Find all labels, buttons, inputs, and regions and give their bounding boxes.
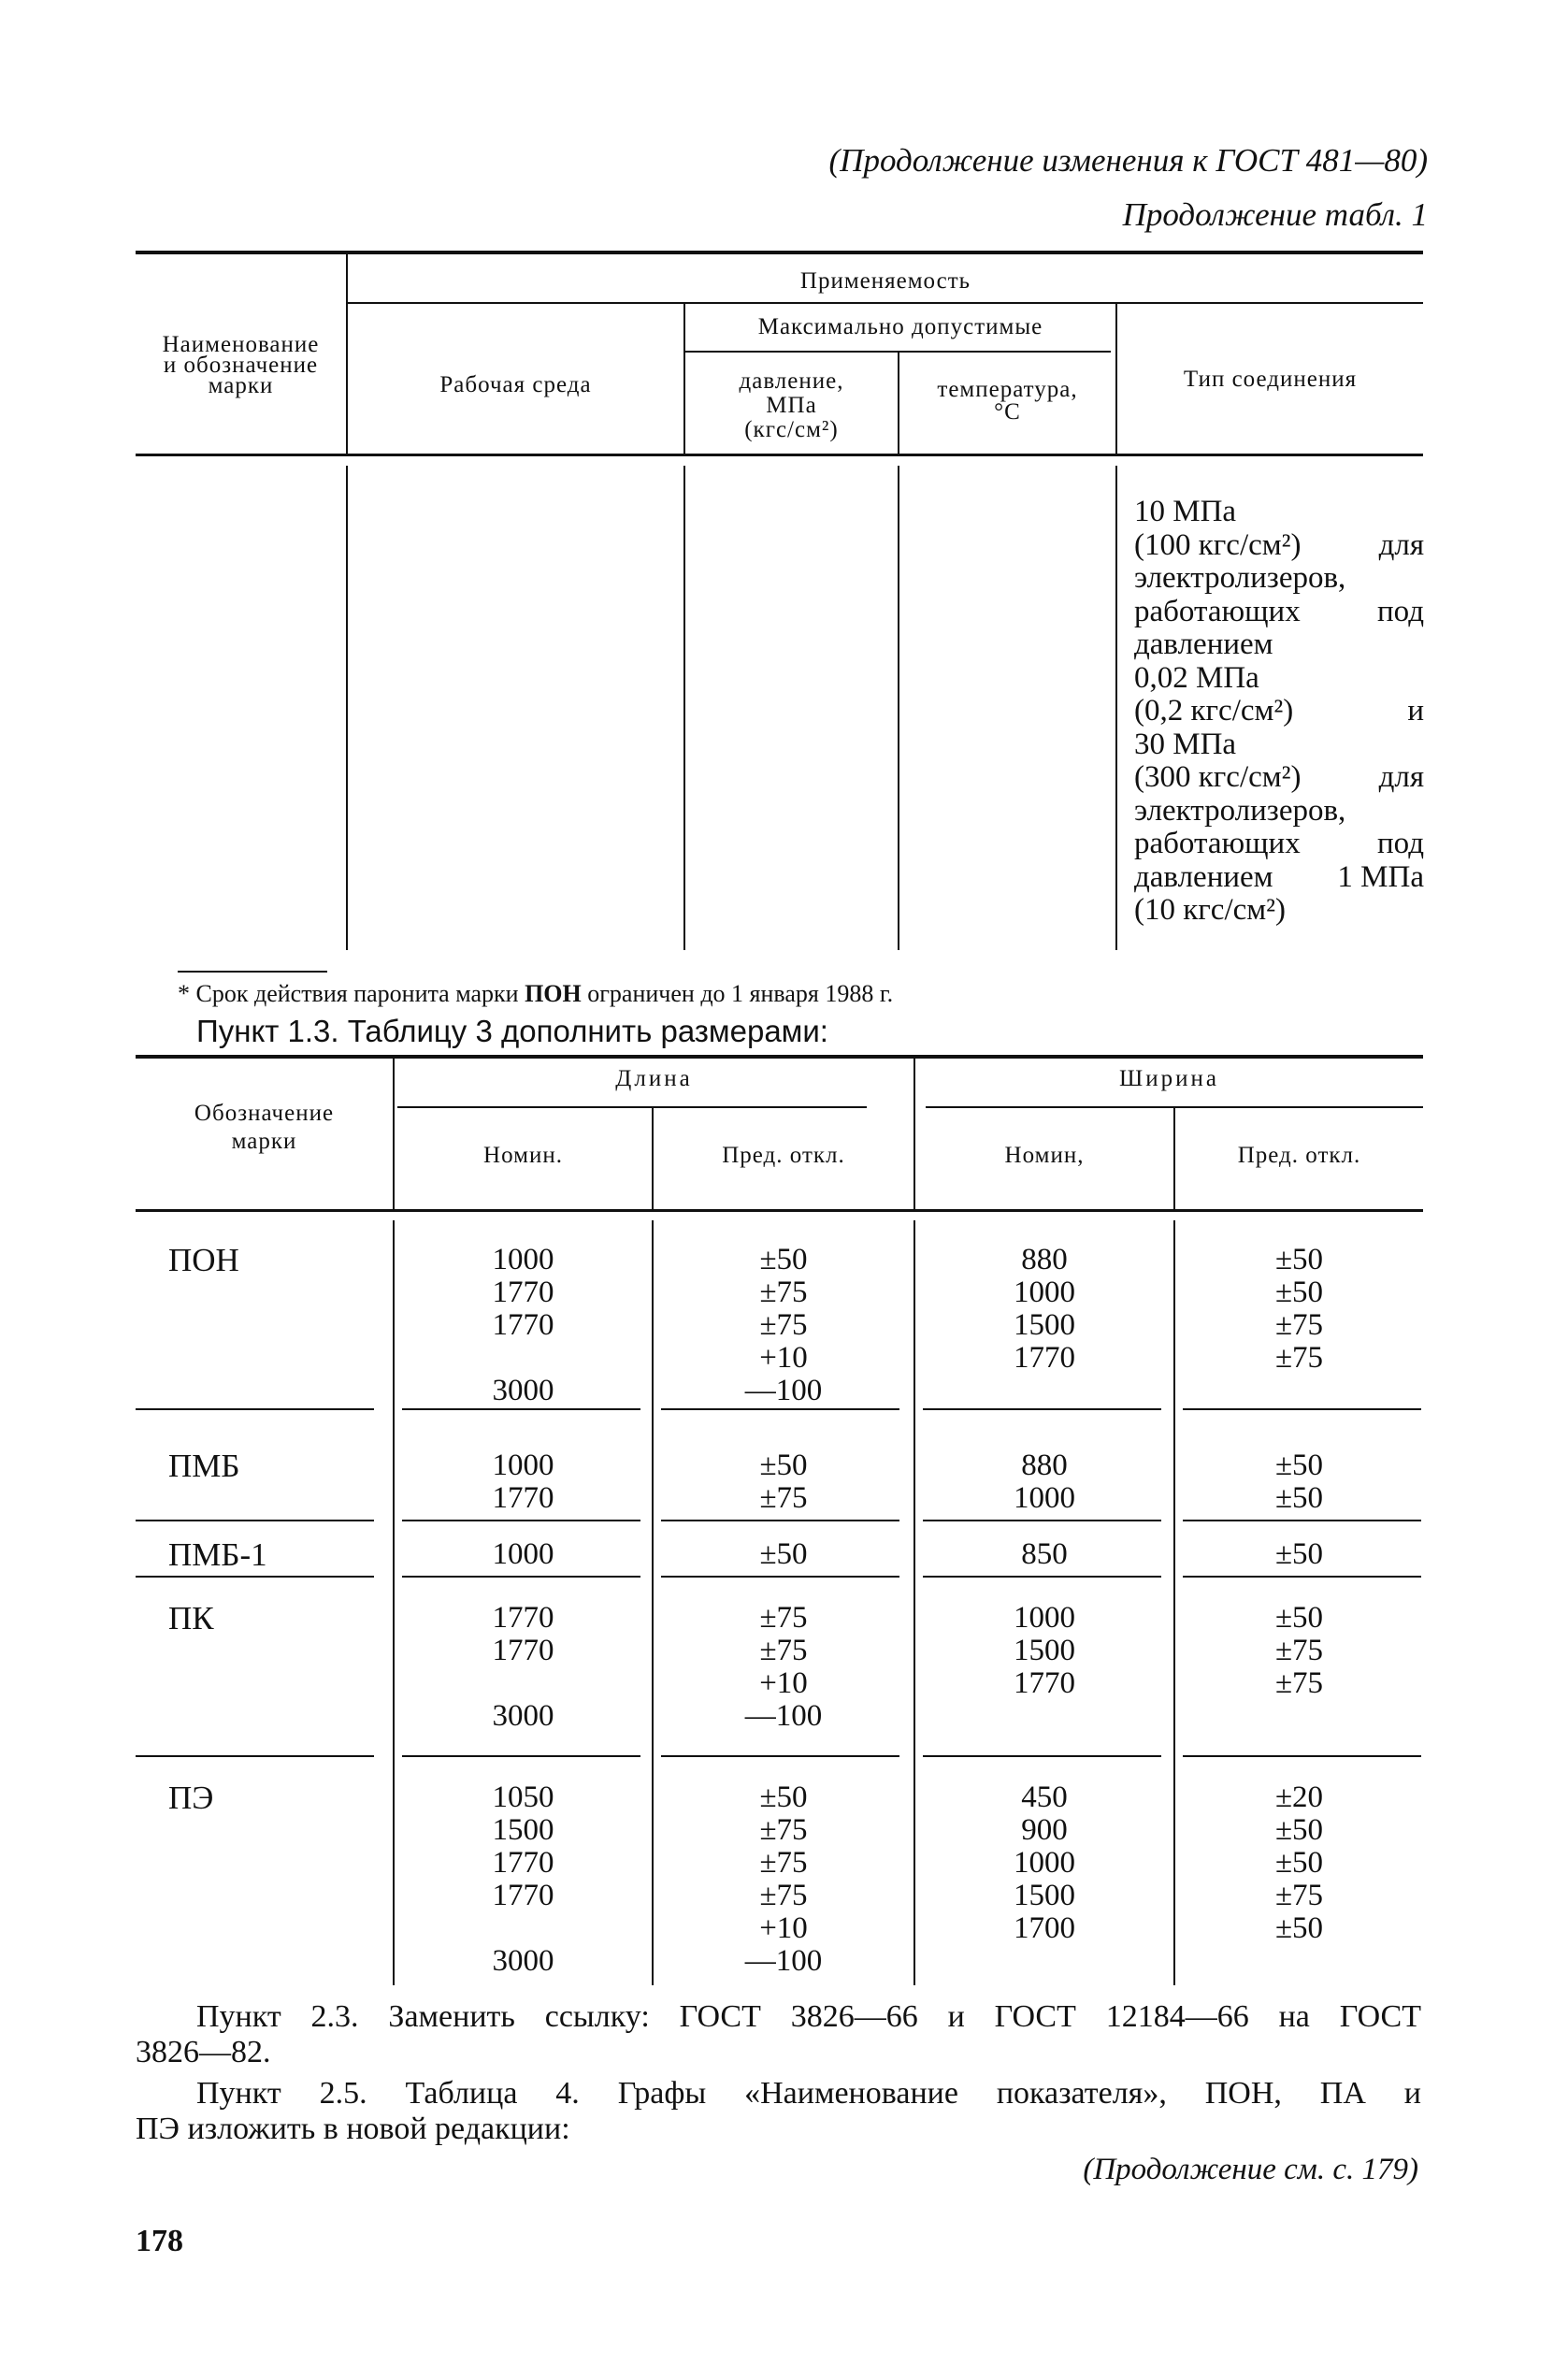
cell-length-deviation: [654, 1602, 913, 1733]
cell-length-deviation: [654, 1538, 913, 1571]
cell-value: 1770: [492, 1634, 554, 1667]
page-number: 178: [136, 2224, 183, 2258]
cell-width-nominal: [915, 1538, 1173, 1571]
connection-line: работающих под: [1134, 594, 1424, 628]
cell-value: ±75: [1274, 1634, 1324, 1667]
connection-line: давлением: [1134, 627, 1273, 661]
cell-value: 1000: [492, 1449, 554, 1482]
table3-col-width-nom-header: Номин,: [1004, 1143, 1085, 1168]
para-1-3: Пункт 1.3. Таблицу 3 дополнить размерами:: [196, 1014, 828, 1048]
cell-width-nominal: [915, 1449, 1173, 1515]
cell-length-nominal: [395, 1538, 652, 1571]
row-mark: ПМБ: [168, 1448, 240, 1484]
cell-width-deviation: [1175, 1449, 1423, 1515]
cell-value: ±75: [759, 1481, 808, 1515]
cell-length-deviation: [654, 1781, 913, 1978]
cell-value: ±50: [759, 1537, 808, 1571]
cell-value: 1000: [492, 1537, 554, 1571]
table3-col-width-dev-header: Пред. откл.: [1237, 1143, 1361, 1168]
connection-line: 0,02 МПа: [1134, 660, 1259, 695]
cell-value: +10: [759, 1666, 808, 1700]
cell-width-nominal: [915, 1602, 1173, 1700]
cell-length-nominal: [395, 1449, 652, 1515]
cell-value: 1770: [492, 1276, 554, 1309]
connection-line: (100 кгс/см²) для: [1134, 527, 1424, 562]
cell-value: ±50: [1274, 1911, 1324, 1945]
cell-value: ±75: [759, 1601, 808, 1635]
cell-value: 450: [1021, 1780, 1068, 1814]
cell-value: 3000: [492, 1374, 554, 1407]
cell-value: 1770: [492, 1601, 554, 1635]
table3-col-length-dev-header: Пред. откл.: [722, 1143, 845, 1168]
table1-col-temperature-header: температура, °С: [937, 377, 1078, 425]
cell-value: 3000: [492, 1699, 554, 1733]
cell-length-nominal: [395, 1781, 652, 1978]
cell-value: ±50: [759, 1449, 808, 1482]
cell-value: 1000: [1014, 1276, 1075, 1309]
connection-line: 10 МПа: [1134, 495, 1237, 528]
cell-value: ±50: [759, 1243, 808, 1276]
table1-col-pressure-header: давление, МПа (кгс/см²): [739, 368, 844, 442]
cell-value: —100: [744, 1699, 823, 1733]
cell-value: ±75: [1274, 1879, 1324, 1912]
connection-type-text: [1134, 496, 1440, 928]
header-table-continuation: Продолжение табл. 1: [1122, 196, 1428, 233]
table1-col-max-header: Максимально допустимые: [757, 314, 1043, 339]
table3-col-length-header: Длина: [615, 1066, 693, 1091]
cell-value: ±75: [1274, 1341, 1324, 1375]
cell-value: ±20: [1274, 1780, 1324, 1814]
cell-value: ±50: [1274, 1481, 1324, 1515]
cell-width-deviation: [1175, 1602, 1423, 1700]
row-mark: ПМБ-1: [168, 1536, 267, 1573]
cell-value: 1000: [1014, 1481, 1075, 1515]
connection-line: работающих под: [1134, 827, 1424, 860]
cell-value: ±50: [1274, 1537, 1324, 1571]
row-mark: ПОН: [168, 1242, 239, 1278]
cell-value: 3000: [492, 1944, 554, 1978]
cell-value: 1500: [1014, 1308, 1075, 1342]
cell-value: 880: [1021, 1449, 1068, 1482]
cell-value: 1770: [1014, 1666, 1075, 1700]
cell-width-nominal: [915, 1781, 1173, 1945]
cell-value: [395, 1342, 652, 1375]
cell-value: 1000: [1014, 1846, 1075, 1880]
cell-value: 900: [1021, 1813, 1068, 1847]
cell-value: 850: [1021, 1537, 1068, 1571]
cell-length-deviation: [654, 1244, 913, 1407]
table3-col-width-header: Ширина: [1119, 1066, 1219, 1091]
cell-width-deviation: [1175, 1244, 1423, 1375]
cell-value: ±75: [759, 1879, 808, 1912]
cell-value: ±75: [759, 1813, 808, 1847]
table1-col-name-header: Наименование и обозначение марки: [162, 332, 320, 398]
cell-value: 1500: [492, 1813, 554, 1847]
cell-value: 1000: [492, 1243, 554, 1276]
cell-value: 1770: [492, 1481, 554, 1515]
table1-col-medium-header: Рабочая среда: [439, 372, 592, 397]
cell-value: [395, 1912, 652, 1945]
cell-value: ±50: [1274, 1449, 1324, 1482]
cell-value: ±75: [759, 1634, 808, 1667]
cell-value: 1500: [1014, 1634, 1075, 1667]
cell-value: 1700: [1014, 1911, 1075, 1945]
cell-width-nominal: [915, 1244, 1173, 1375]
para-2-5-line2: ПЭ изложить в новой редакции:: [136, 2112, 570, 2146]
cell-value: ±75: [1274, 1308, 1324, 1342]
cell-value: —100: [744, 1374, 823, 1407]
connection-line: 30 МПа: [1134, 727, 1237, 761]
cell-value: +10: [759, 1341, 808, 1375]
table3-col-mark-header: Обозначение марки: [194, 1101, 335, 1154]
cell-width-deviation: [1175, 1781, 1423, 1945]
cell-value: 1770: [492, 1308, 554, 1342]
cell-value: 1770: [492, 1846, 554, 1880]
connection-line: электролизеров,: [1134, 793, 1346, 828]
connection-line: давлением 1 МПа: [1134, 859, 1424, 894]
cell-value: ±50: [1274, 1846, 1324, 1880]
connection-line: (0,2 кгс/см²) и: [1134, 694, 1424, 728]
cell-value: ±50: [1274, 1601, 1324, 1635]
connection-line: (300 кгс/см²) для: [1134, 760, 1424, 794]
cell-value: [395, 1667, 652, 1700]
header-continuation: (Продолжение изменения к ГОСТ 481—80): [828, 142, 1428, 179]
cell-value: ±75: [759, 1308, 808, 1342]
cell-value: ±50: [759, 1780, 808, 1814]
para-2-3-line2: 3826—82.: [136, 2035, 271, 2069]
cell-value: +10: [759, 1911, 808, 1945]
cell-value: 1770: [492, 1879, 554, 1912]
connection-line: (10 кгс/см²): [1134, 893, 1287, 927]
table3-col-length-nom-header: Номин.: [483, 1143, 563, 1168]
cell-value: ±75: [1274, 1666, 1324, 1700]
table1-col-applicability-header: Применяемость: [799, 268, 971, 294]
table1-col-connection-header: Тип соединения: [1183, 367, 1358, 392]
row-mark: ПК: [168, 1600, 214, 1636]
cell-value: 1500: [1014, 1879, 1075, 1912]
cell-value: ±50: [1274, 1243, 1324, 1276]
cell-value: ±75: [759, 1846, 808, 1880]
row-mark: ПЭ: [168, 1780, 214, 1816]
continued-note: (Продолжение см. с. 179): [1083, 2153, 1418, 2186]
cell-value: ±50: [1274, 1813, 1324, 1847]
cell-length-deviation: [654, 1449, 913, 1515]
cell-width-deviation: [1175, 1538, 1423, 1571]
cell-value: ±75: [759, 1276, 808, 1309]
cell-value: ±50: [1274, 1276, 1324, 1309]
cell-value: 1050: [492, 1780, 554, 1814]
para-2-3-line1: Пункт 2.3. Заменить ссылку: ГОСТ 3826—66 и ГОСТ 12184—66 на ГОСТ: [196, 1999, 1421, 2034]
connection-line: электролизеров,: [1134, 561, 1346, 595]
cell-value: 1000: [1014, 1601, 1075, 1635]
cell-length-nominal: [395, 1602, 652, 1733]
cell-length-nominal: [395, 1244, 652, 1407]
cell-value: —100: [744, 1944, 823, 1978]
footnote: * Срок действия паронита марки ПОН ограничен до 1 января 1988 г.: [178, 980, 894, 1007]
para-2-5-line1: Пункт 2.5. Таблица 4. Графы «Наименование показателя», ПОН, ПА и: [196, 2076, 1421, 2111]
cell-value: 1770: [1014, 1341, 1075, 1375]
cell-value: 880: [1021, 1243, 1068, 1276]
